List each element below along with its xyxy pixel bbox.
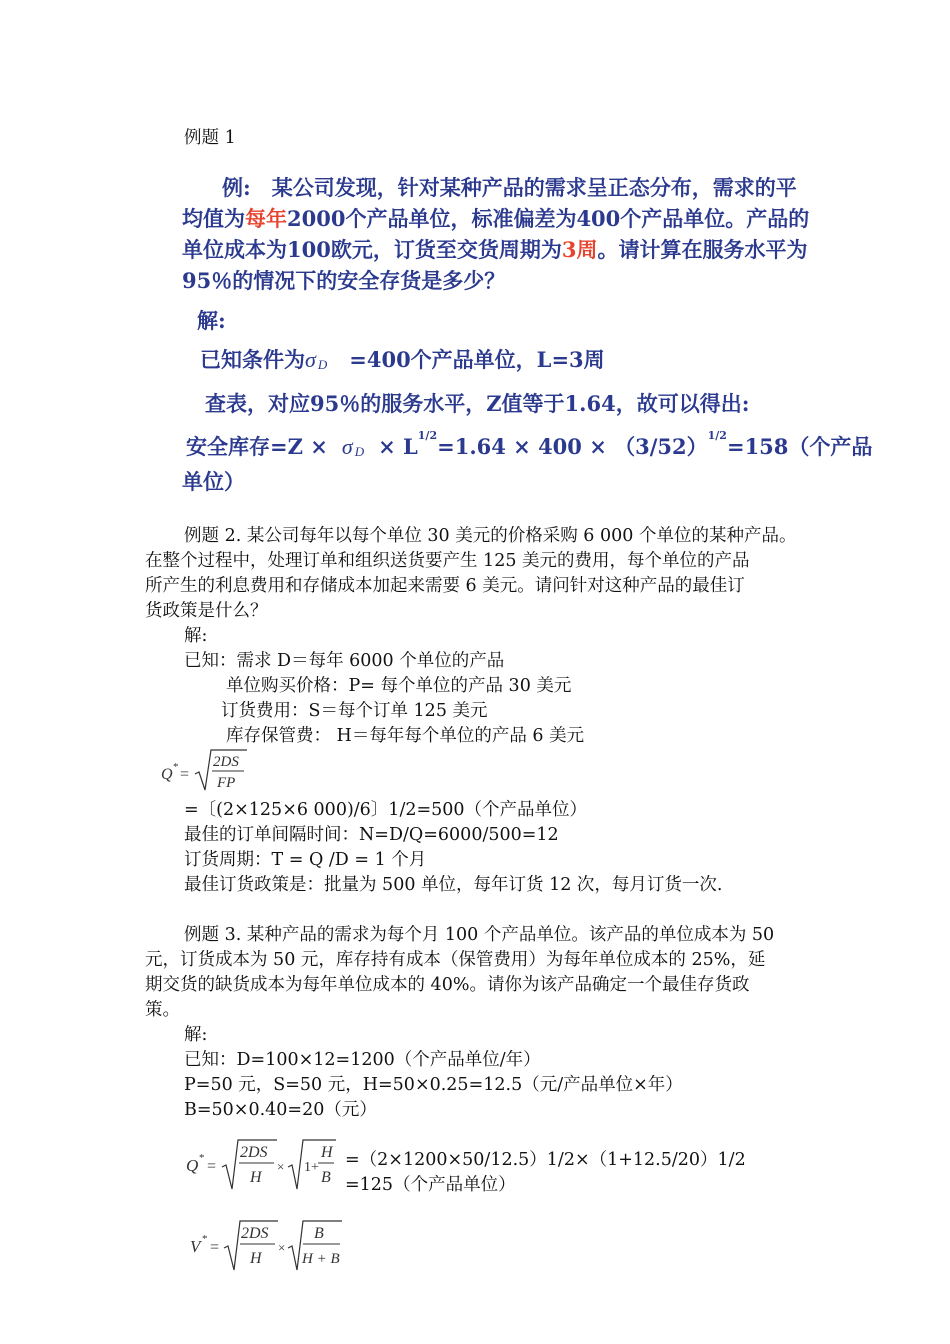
ex3-q-result-line1: =（2×1200×50/12.5）1/2×（1+12.5/20）1/2 [345, 1150, 746, 1170]
ex2-result-q: =〔(2×125×6 000)/6〕1/2=500（个产品单位） [184, 800, 588, 820]
ex1-known: 已知条件为σ $_D$ =400个产品单位，L=3周 [200, 347, 605, 372]
example1-heading: 例题 1 [184, 128, 236, 148]
ex1-problem-line3: 单位成本为100欧元，订货至交货周期为3周。请计算在服务水平为 [182, 237, 808, 262]
ex2-result-cycle: 订货周期：T = Q /D = 1 个月 [184, 850, 427, 870]
ex3-known-demand: 已知：D=100×12=1200（个产品单位/年） [184, 1050, 541, 1070]
svg-text:1+: 1+ [304, 1160, 319, 1175]
svg-text:2DS: 2DS [240, 1144, 268, 1161]
ex2-known-order-cost: 订货费用：S＝每个订单 125 美元 [221, 701, 488, 721]
ex1-solution-label: 解: [197, 308, 226, 333]
svg-text:×: × [277, 1159, 285, 1174]
ex3-q-result-line2: =125（个产品单位） [345, 1175, 516, 1195]
ex2-problem-line2: 在整个过程中，处理订单和组织送货要产生 125 美元的费用，每个单位的产品 [145, 551, 750, 571]
svg-text:=: = [207, 1158, 217, 1175]
ex2-solution-label: 解: [184, 626, 208, 646]
svg-text:2DS: 2DS [241, 1225, 269, 1242]
ex3-problem-line2: 元，订货成本为 50 元，库存持有成本（保管费用）为每年单位成本的 25%，延 [145, 950, 766, 970]
ex1-problem-line4: 95％的情况下的安全存货是多少？ [182, 268, 506, 293]
ex2-known-demand: 已知：需求 D＝每年 6000 个单位的产品 [184, 651, 505, 671]
ex2-problem-line1: 例题 2. 某公司每年以每个单位 30 美元的价格采购 6 000 个单位的某种产品。 [184, 526, 797, 546]
ex3-problem-line3: 期交货的缺货成本为每年单位成本的 40%。请你为该产品确定一个最佳存货政 [145, 975, 750, 995]
svg-text:*: * [202, 1233, 208, 1245]
formula-v: V [190, 1237, 201, 1256]
ex1-problem-line2: 均值为每年2000个产品单位，标准偏差为400个产品单位。产品的 [182, 206, 810, 231]
ex2-result-interval: 最佳的订单间隔时间：N=D/Q=6000/500=12 [184, 825, 559, 845]
ex3-solution-label: 解: [184, 1025, 208, 1045]
sigma-d-symbol: σ $_D$ [305, 347, 328, 372]
svg-text:*: * [173, 761, 179, 773]
formula-q: Q [161, 766, 173, 783]
ex1-safety-stock-cont: 单位） [182, 469, 245, 494]
ex3-known-costs: P=50 元，S=50 元，H=50×0.25=12.5（元/产品单位×年） [184, 1075, 683, 1095]
svg-text:*: * [199, 1152, 205, 1164]
svg-text:=: = [180, 766, 190, 783]
ex3-q-formula [182, 1135, 342, 1195]
ex2-problem-line3: 所产生的利息费用和存储成本加起来需要 6 美元。请问针对这种产品的最佳订 [145, 576, 745, 596]
ex3-problem-line1: 例题 3. 某种产品的需求为每个月 100 个产品单位。该产品的单位成本为 50 [184, 925, 775, 945]
ex2-problem-line4: 货政策是什么？ [145, 601, 268, 621]
ex1-lookup: 查表，对应95％的服务水平，Z值等于1.64，故可以得出: [205, 391, 750, 416]
ex3-v-formula [186, 1216, 346, 1276]
svg-text:×: × [278, 1240, 286, 1255]
svg-text:H: H [321, 1144, 333, 1161]
svg-text:H: H [250, 1250, 262, 1267]
ex2-known-holding-cost: 库存保管费： H＝每年每个单位的产品 6 美元 [226, 726, 585, 746]
ex3-problem-line4: 策。 [145, 1000, 180, 1020]
ex1-safety-stock: 安全库存=Z × σ $_D \times L^{1/2}=1.64 \times 400 \times (3/52)^{1/2}=158$（个产品 [186, 429, 873, 459]
formula-numerator: 2DS [213, 754, 239, 770]
formula-denominator: FP [217, 775, 236, 791]
ex1-problem-line1: 例: 某公司发现，针对某种产品的需求呈正态分布，需求的平 [222, 175, 797, 200]
svg-text:H + B: H + B [302, 1251, 340, 1267]
svg-text:H: H [250, 1169, 262, 1186]
formula-q: Q [186, 1156, 199, 1175]
ex2-eoq-formula [155, 746, 265, 796]
svg-text:B: B [314, 1225, 324, 1242]
ex2-known-price: 单位购买价格：P= 每个单位的产品 30 美元 [226, 676, 572, 696]
svg-text:B: B [321, 1169, 331, 1186]
ex3-known-backorder: B=50×0.40=20（元） [184, 1100, 377, 1120]
ex2-result-policy: 最佳订货政策是：批量为 500 单位，每年订货 12 次，每月订货一次. [184, 875, 723, 895]
svg-text:=: = [210, 1239, 220, 1256]
